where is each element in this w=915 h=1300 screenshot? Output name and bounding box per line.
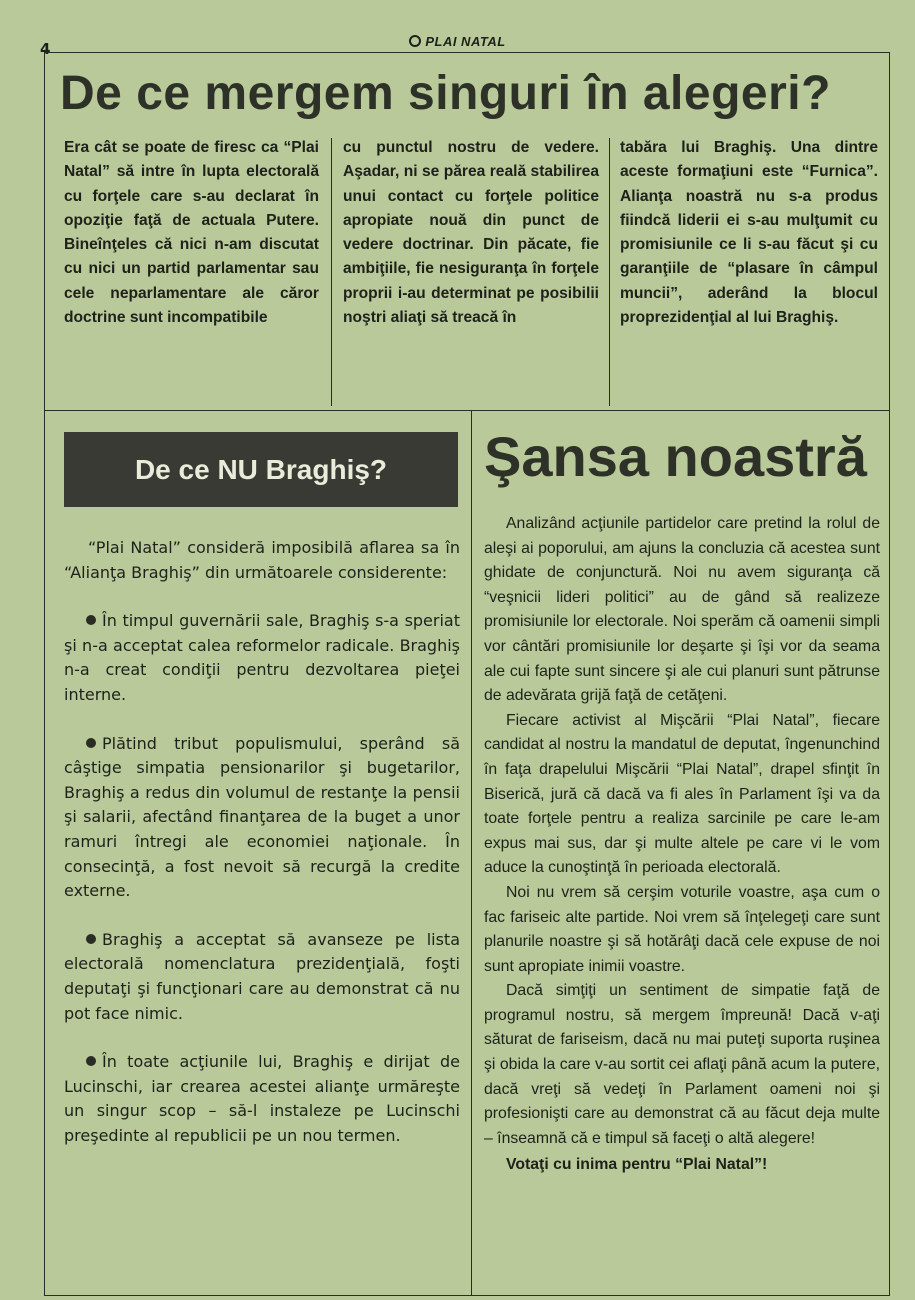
right-section-body xyxy=(484,512,880,1178)
left-section-title-box xyxy=(64,432,458,507)
column-divider xyxy=(609,138,610,406)
section-vertical-divider xyxy=(471,410,472,1296)
bullet-icon xyxy=(86,934,96,944)
list-item-text: Plătind tribut populismului, sperând să câştige simpatia pensionarilor şi bugetarilor, Braghiş a redus din volumul de restanţe la pensii şi salarii, afectând finanţarea de la buget a unor ramuri întregi ale economiei naţionale. În consecinţă, a fost nevoit să recurgă la credite externe. xyxy=(64,733,460,901)
plai-natal-logo-icon xyxy=(409,35,421,47)
left-intro: “Plai Natal” consideră imposibilă aflarea sa în “Alianţa Braghiş” din următoarele considerente: xyxy=(64,538,460,582)
masthead-text: PLAI NATAL xyxy=(425,34,506,49)
top-column-2 xyxy=(343,136,599,330)
top-column-text: Era cât se poate de firesc ca “Plai Natal” să intre în lupta electorală cu forţele care s-au declarat în opoziţie faţă de actuala Putere. Bineînţeles că nici n-am discutat cu nici un partid parlamentar sau cele neparlamentare ale căror doctrine sunt incompatibile xyxy=(64,139,319,327)
section-divider xyxy=(44,410,890,411)
list-item xyxy=(64,609,460,707)
list-item-text: Braghiş a acceptat să avanseze pe lista electorală nomenclatura prezidenţială, foşti deputaţi şi funcţionari care au demonstrat că nu pot face nimic. xyxy=(64,929,460,1023)
list-item-text: În toate acţiunile lui, Braghiş e dirijat de Lucinschi, iar crearea acestei alianţe urmăreşte un singur scop – să-l instaleze pe Lucinschi preşedinte al republicii pe un nou termen. xyxy=(64,1052,460,1145)
top-column-text: tabăra lui Braghiş. Una dintre aceste formaţiuni este “Furnica”. Alianţa noastră nu s-a produs fiindcă liderii ei s-au mulţumit cu promisiunile ce li s-au făcut şi cu garanţiile de “plasare în câmpul muncii”, aderând la blocul proprezidenţial al lui Braghiş. xyxy=(620,139,878,327)
list-item xyxy=(64,928,460,1026)
right-paragraph: Noi nu vrem să cerşim voturile voastre, aşa cum o fac fariseic alte partide. Noi vrem să înţelegeţi care sunt planurile noastre şi să hotărâţi dacă cele expuse de noi sunt apropiate inimii voastre. xyxy=(484,883,880,975)
left-section-body xyxy=(64,536,460,1172)
list-item-text: În timpul guvernării sale, Braghiş s-a speriat şi n-a acceptat calea reformelor radicale. Braghiş n-a creat condiţii pentru dezvoltarea pieţei interne. xyxy=(64,611,460,704)
list-item xyxy=(64,1050,460,1148)
top-column-text: cu punctul nostru de vedere. Aşadar, ni se părea reală stabilirea unui contact cu forţele politice apropiate nouă din punct de vedere doctrinar. Din păcate, fie ambiţiile, fie nesiguranţa în forţele proprii i-au determinat pe posibilii noştri aliaţi să treacă în xyxy=(343,139,599,327)
right-paragraph: Dacă simţiţi un sentiment de simpatie faţă de programul nostru, să mergem împreună! Dacă v-aţi săturat de fariseism, dacă nu mai puteţi suporta ruşinea şi obida la care v-au sortit cei aflaţi până acum la putere, dacă vreţi să vedeţi în Parlament oameni noi şi profesionişti care au demonstrat că au făcut deja multe – înseamnă că e timpul să faceţi o altă alegere! xyxy=(484,982,880,1147)
left-section-title: De ce NU Braghiş? xyxy=(134,453,388,485)
list-item xyxy=(64,732,460,904)
right-paragraph: Analizând acţiunile partidelor care pretind la rolul de aleşi ai poporului, am ajuns la concluzia că acestea sunt ghidate de conjunctură. Noi nu avem siguranţa că “veşnicii lideri politici” au de gând să realizeze promisiunile lor electorale. Noi sperăm că oamenii simpli vor cântări promisiunile lor deşarte şi îşi vor da seama ale cui fapte sunt sincere şi ale cui planuri sunt pătrunse de adevărata grijă faţă de cetăţeni. xyxy=(484,515,880,705)
bullet-icon xyxy=(86,1056,96,1066)
top-column-1 xyxy=(64,136,319,330)
right-section-title: Şansa noastră xyxy=(484,425,867,488)
masthead xyxy=(0,34,915,49)
top-column-3 xyxy=(620,136,878,330)
page-number: 4 xyxy=(40,40,51,58)
closing-slogan: Votaţi cu inima pentru “Plai Natal”! xyxy=(506,1156,768,1174)
bullet-icon xyxy=(86,738,96,748)
column-divider xyxy=(331,138,332,406)
right-paragraph: Fiecare activist al Mişcării “Plai Natal”, fiecare candidat al nostru la mandatul de deputat, îngenunchind în faţa drapelului Mişcării “Plai Natal”, drapel sfinţit în Biserică, jură că dacă va fi ales în Parlament îşi va da toate forţele pentru a realiza sarcinile pe care le-am expus mai sus, dar şi multe altele pe care vi le vom aduce la cunoştinţă în perioada electorală. xyxy=(484,711,880,877)
bullet-icon xyxy=(86,615,96,625)
main-headline: De ce mergem singuri în alegeri? xyxy=(60,67,831,120)
